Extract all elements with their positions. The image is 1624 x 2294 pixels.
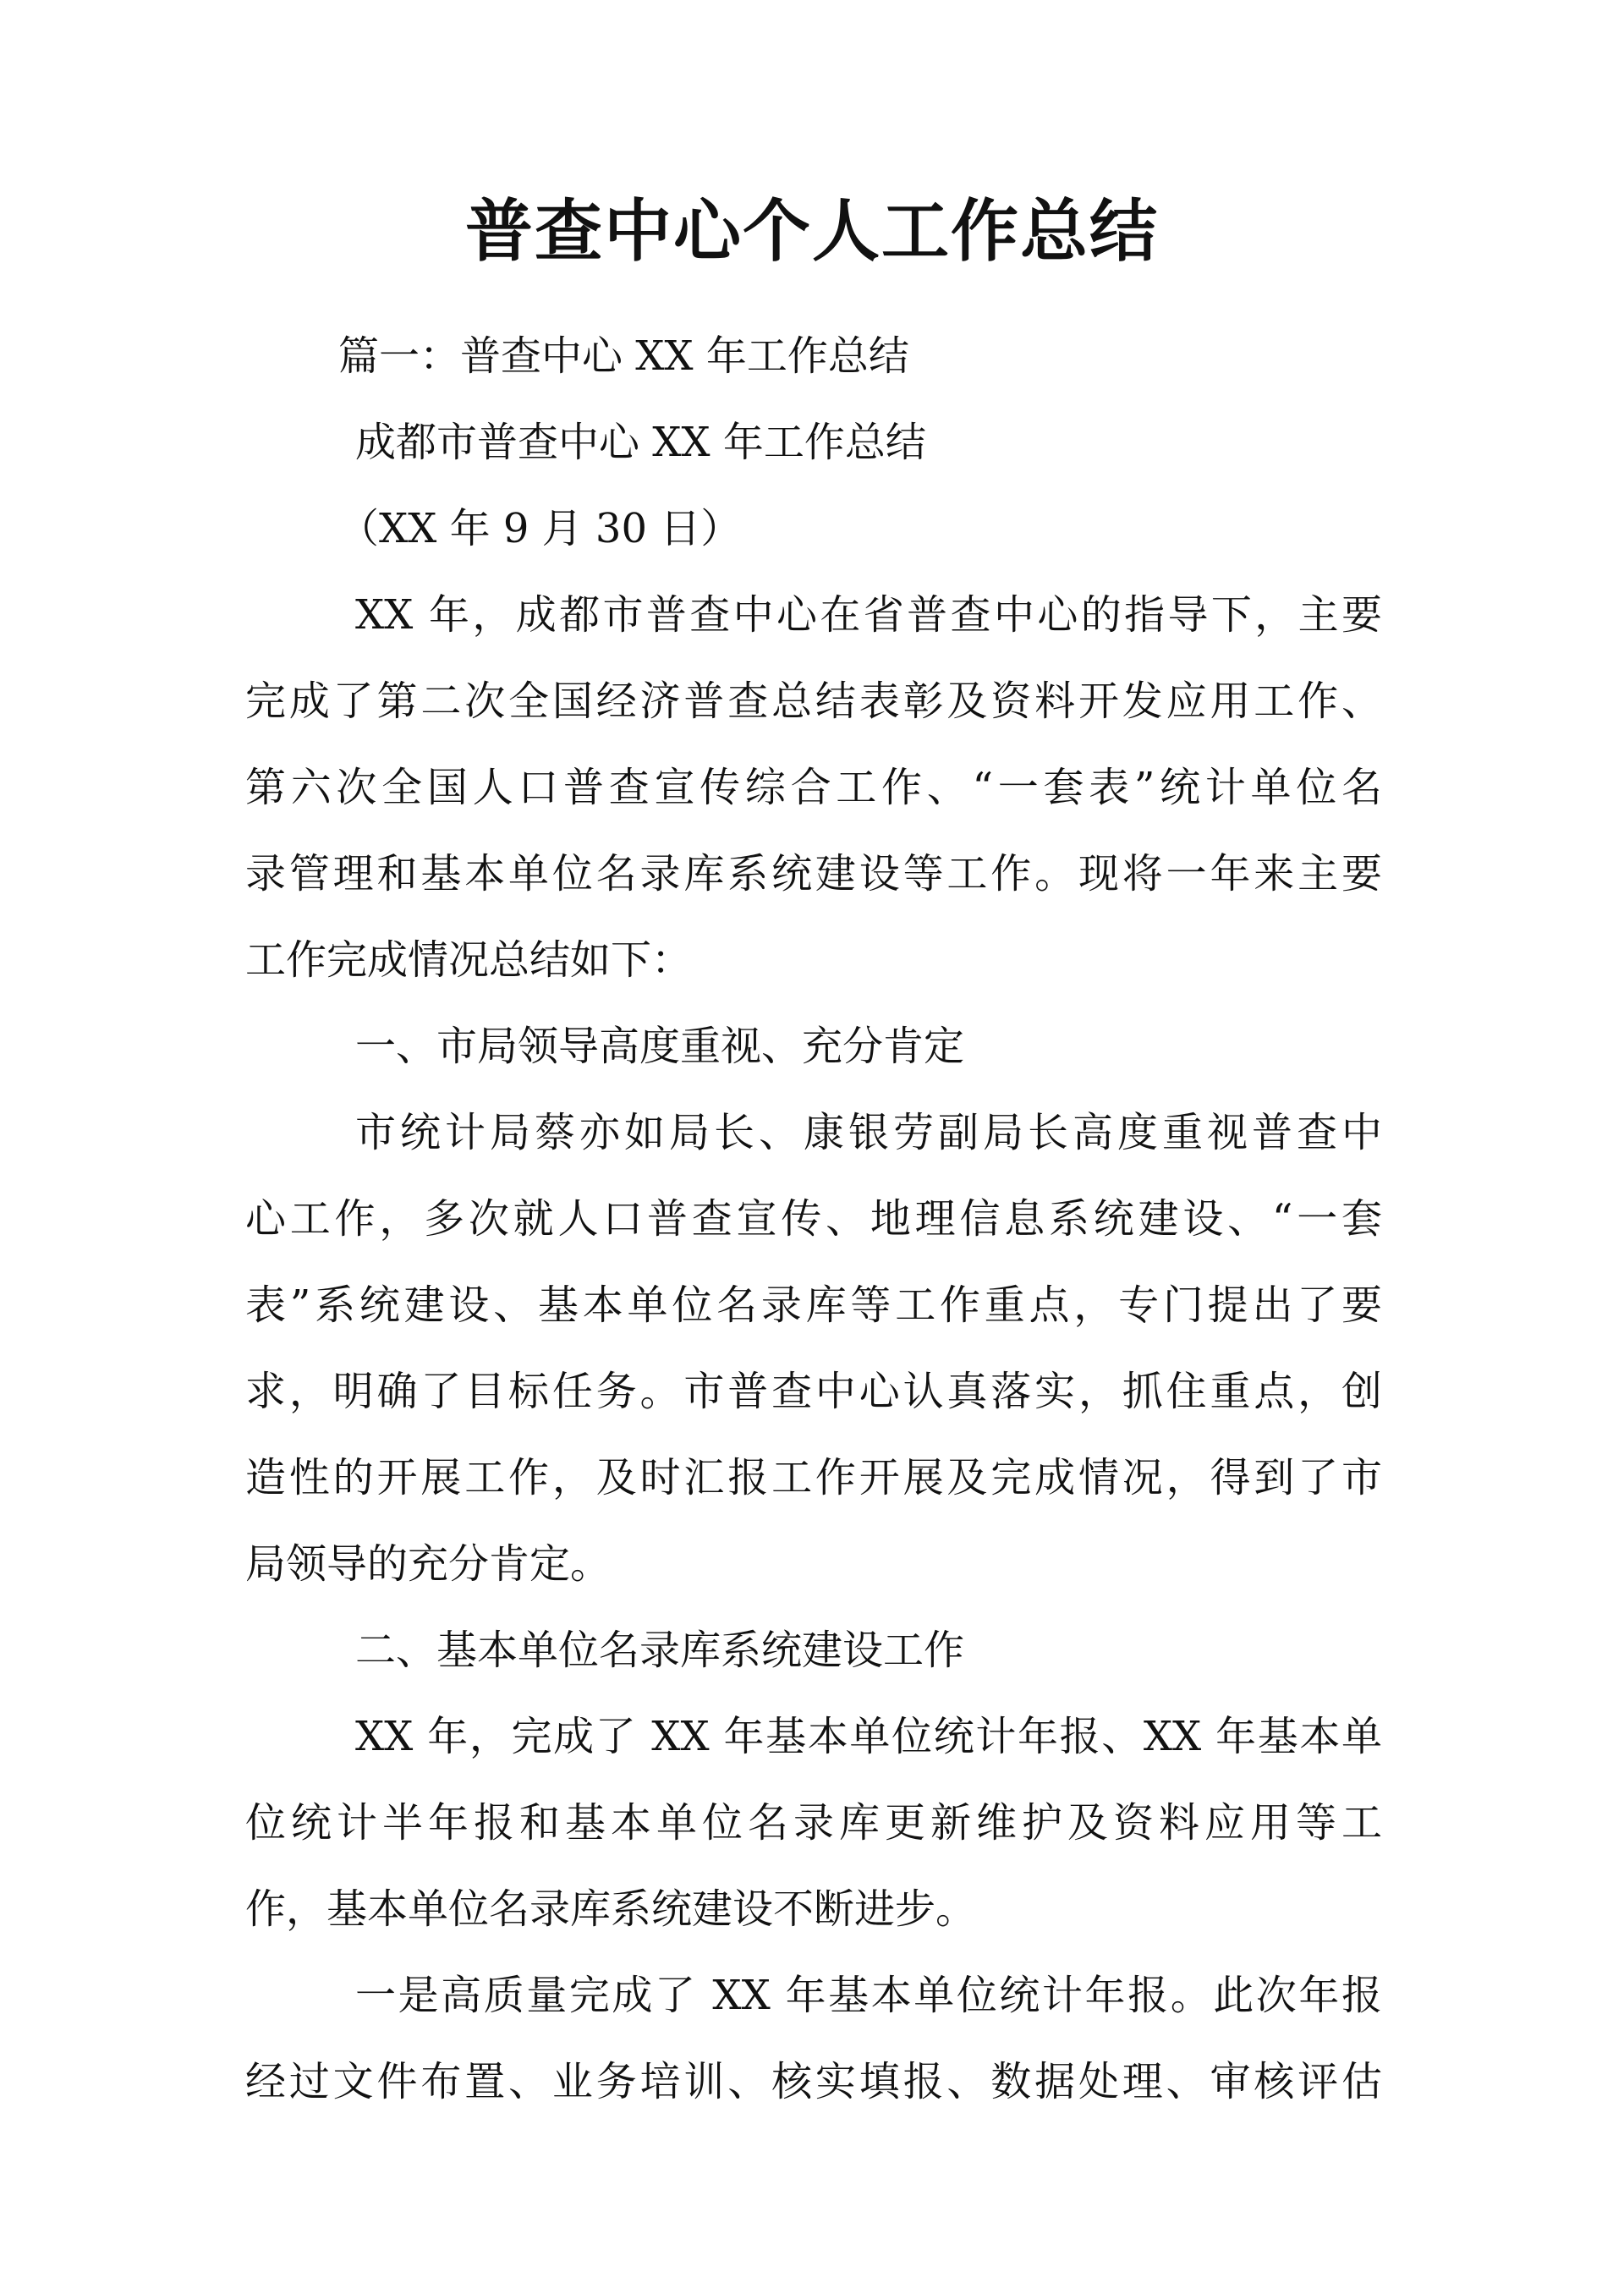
paragraph-line: 表”系统建设、基本单位名录库等工作重点，专门提出了要 [245,1281,1382,1329]
paragraph-line: XX 年，成都市普查中心在省普查中心的指导下，主要 [355,591,1382,639]
paragraph-line: 造性的开展工作，及时汇报工作开展及完成情况，得到了市 [245,1454,1382,1501]
paragraph-line: 局领导的充分肯定。 [245,1540,612,1588]
paragraph-line: 位统计半年报和基本单位名录库更新维护及资料应用等工 [245,1799,1382,1847]
paragraph-line: 心工作，多次就人口普查宣传、地理信息系统建设、“一套 [245,1195,1382,1243]
subheading-two: 二、基本单位名录库系统建设工作 [355,1627,965,1674]
paragraph-line: 一是高质量完成了 XX 年基本单位统计年报。此次年报 [355,1972,1382,2019]
document-title: 普查中心个人工作总结 [465,191,1159,271]
document-body [245,313,1382,2125]
subheading-one: 一、市局领导高度重视、充分肯定 [355,1023,965,1070]
paragraph-line: 市统计局蔡亦如局长、康银劳副局长高度重视普查中 [355,1109,1382,1156]
report-title: 成都市普查中心 XX 年工作总结 [355,419,926,466]
paragraph-line: 完成了第二次全国经济普查总结表彰及资料开发应用工作、 [245,678,1382,725]
paragraph-line: 录管理和基本单位名录库系统建设等工作。现将一年来主要 [245,850,1382,897]
paragraph-line: 求，明确了目标任务。市普查中心认真落实，抓住重点，创 [245,1368,1382,1415]
paragraph-line: 作，基本单位名录库系统建设不断进步。 [245,1885,977,1933]
paragraph-line: 第六次全国人口普查宣传综合工作、“一套表”统计单位名 [245,764,1382,811]
paragraph-line: XX 年，完成了 XX 年基本单位统计年报、XX 年基本单 [355,1713,1382,1760]
report-date: （XX 年 9 月 30 日） [338,505,742,552]
paragraph-line: 经过文件布置、业务培训、核实填报、数据处理、审核评估 [245,2058,1382,2105]
paragraph-line: 工作完成情况总结如下： [245,936,693,984]
section-heading: 篇一：普查中心 XX 年工作总结 [338,332,909,380]
